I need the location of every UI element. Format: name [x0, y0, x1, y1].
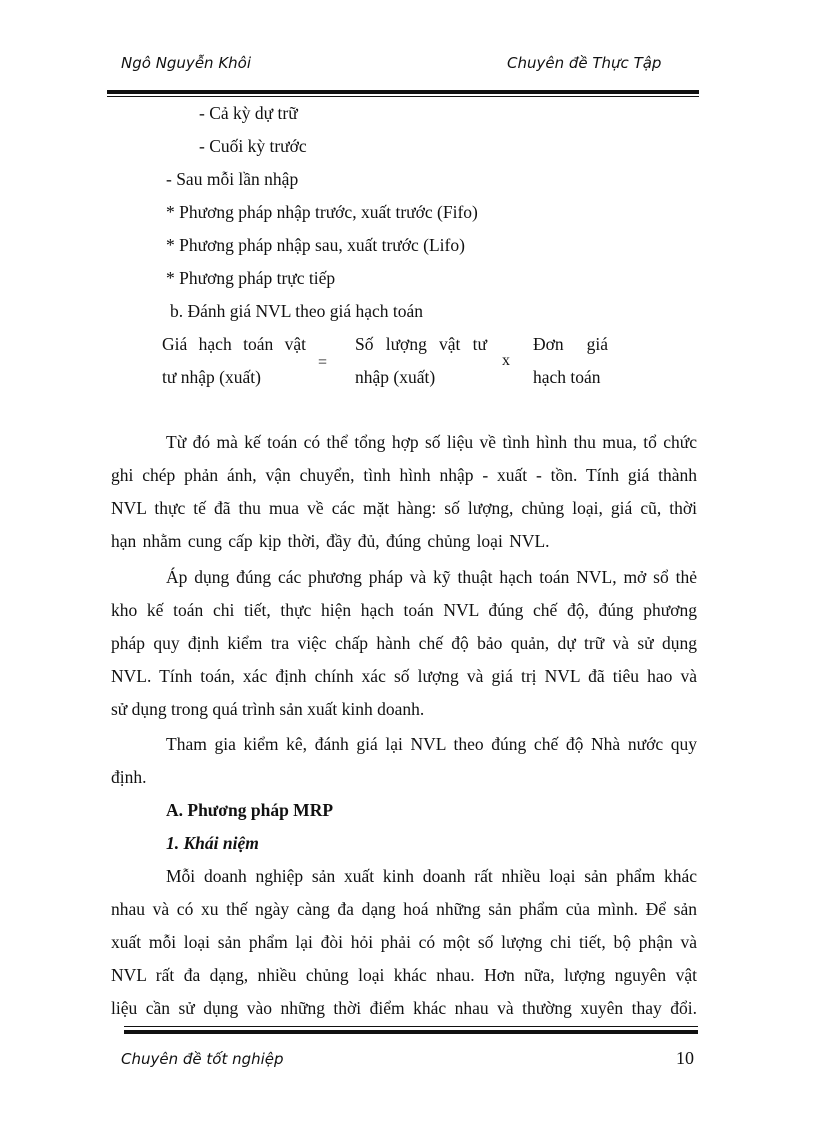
- list-item: * Phương pháp nhập sau, xuất trước (Lifo): [166, 235, 465, 255]
- list-item: * Phương pháp trực tiếp: [166, 268, 336, 288]
- list-item: b. Đánh giá NVL theo giá hạch toán: [170, 301, 424, 321]
- paragraph-line: ghi chép phản ánh, vận chuyển, tình hình nhập - xuất - tồn. Tính giá thành: [111, 465, 697, 485]
- header-rule: [107, 90, 699, 94]
- formula-term2-line2: hạch toán: [533, 367, 601, 387]
- paragraph-line: xuất mỗi loại sản phẩm lại đòi hỏi phải có một số lượng chi tiết, bộ phận và: [111, 932, 697, 952]
- paragraph-line: hạn nhằm cung cấp kịp thời, đầy đủ, đúng chủng loại NVL.: [111, 531, 550, 551]
- footer-rule: [124, 1030, 698, 1034]
- formula-term1-line1: Số lượng vật tư: [355, 334, 487, 354]
- paragraph-line: Mỗi doanh nghiệp sản xuất kinh doanh rất nhiều loại sản phẩm khác: [166, 866, 697, 886]
- header-doc-title: Chuyên đề Thực Tập: [507, 54, 662, 72]
- paragraph-line: nhau và có xu thế ngày càng đa dạng hoá những sản phẩm của mình. Để sản: [111, 899, 697, 919]
- paragraph-line: sử dụng trong quá trình sản xuất kinh doanh.: [111, 699, 425, 719]
- footer-label: Chuyên đề tốt nghiệp: [121, 1050, 284, 1068]
- formula-term1-line2: nhập (xuất): [355, 367, 436, 387]
- page-number: 10: [676, 1048, 694, 1068]
- formula-lhs-line1: Giá hạch toán vật: [162, 334, 306, 354]
- paragraph-line: pháp quy định kiểm tra việc chấp hành chế độ bảo quản, dự trữ và sử dụng: [111, 633, 697, 653]
- paragraph-line: định.: [111, 767, 147, 787]
- paragraph-line: liệu cần sử dụng vào những thời điểm khác nhau và thường xuyên thay đổi.: [111, 998, 697, 1018]
- formula-equals: =: [318, 354, 328, 371]
- paragraph-line: NVL thực tế đã thu mua về các mặt hàng: số lượng, chủng loại, giá cũ, thời: [111, 498, 697, 518]
- list-item: - Cuối kỳ trước: [199, 136, 307, 156]
- list-item: - Sau mỗi lần nhập: [166, 169, 299, 189]
- paragraph-line: NVL rất đa dạng, nhiều chủng loại khác nhau. Hơn nữa, lượng nguyên vật: [111, 965, 697, 985]
- paragraph-line: Tham gia kiểm kê, đánh giá lại NVL theo đúng chế độ Nhà nước quy: [166, 734, 697, 754]
- header-author: Ngô Nguyễn Khôi: [121, 54, 252, 72]
- paragraph-line: kho kế toán chi tiết, thực hiện hạch toán NVL đúng chế độ, đúng phương: [111, 600, 697, 620]
- list-item: - Cả kỳ dự trữ: [199, 103, 298, 123]
- section-subheading: 1. Khái niệm: [166, 833, 259, 853]
- footer-rule-thin: [124, 1026, 698, 1027]
- paragraph-line: Áp dụng đúng các phương pháp và kỹ thuật hạch toán NVL, mở sổ thẻ: [166, 567, 697, 587]
- formula-times: x: [502, 352, 510, 369]
- paragraph-line: NVL. Tính toán, xác định chính xác số lượng và giá trị NVL đã tiêu hao và: [111, 666, 697, 686]
- formula-lhs-line2: tư nhập (xuất): [162, 367, 261, 387]
- paragraph-line: Từ đó mà kế toán có thể tổng hợp số liệu về tình hình thu mua, tổ chức: [166, 432, 697, 452]
- header-rule-thin: [107, 96, 699, 97]
- formula-term2-line1: Đơn giá: [533, 334, 608, 354]
- section-heading: A. Phương pháp MRP: [166, 800, 334, 820]
- list-item: * Phương pháp nhập trước, xuất trước (Fifo): [166, 202, 478, 222]
